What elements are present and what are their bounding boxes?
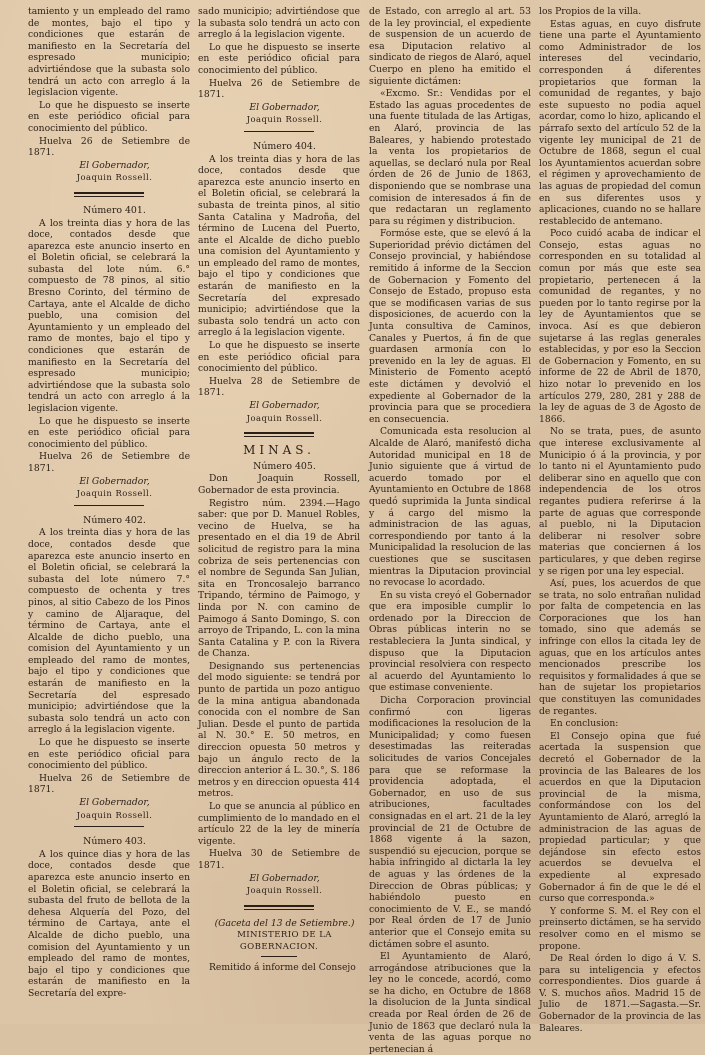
column-4 [539,6,701,1034]
signature-name: Joaquin Rossell. [246,412,323,423]
paragraph: El Consejo opina que fué acertada la suspension que decretó el Gobernador de la provincia de las Baleares de los acuerdos en que la Diputacion provincial de la misma, conformándose con los del Ayuntamiento de Alaró, arregló la administracion de las aguas de propiedad particular; y que dejándose sin efecto estos acuerdos se devuelva el expediente al expresado Gobernador á fin de que le dé el curso que corresponda.» [539,730,701,905]
signature-office: El Gobernador, [249,101,320,113]
separator [244,432,314,437]
separator [261,956,297,957]
paragraph: A los treinta dias y hora de las doce, contados desde que aparezca este anuncio inserto en el Boletin oficial, se celebrará la subasta del lote número 7.° compuesto de ochenta y tres pinos, al sitio Cabezo de los Pinos y camino de Aljaraque, del término de Cartaya, ante el Alcalde de dicho pueblo, una comision del Ayuntamiento y un empleado del ramo de montes, bajo el tipo y condiciones que estarán de manifiesto en la Secretaría del espresado municipio; advirtiéndose que la subasta solo tendrá un acto con arreglo á la legislacion vigente. [28,527,190,736]
paragraph: De Real órden lo digo á V. S. para su inteligencia y efectos correspondientes. Dios guarde á V. S. muchos años. Madrid 15 de Julio de 1871.—Sagasta.—Sr. Gobernador de la provincia de las Baleares. [539,953,701,1034]
paragraph: Lo que he dispuesto se inserte en este periódico oficial para conocimiento del público. [198,41,360,76]
column-3 [369,6,531,1055]
column-1 [28,6,190,1020]
signature-office: El Gobernador, [249,872,320,884]
notice-number: Número 404. [253,140,316,152]
paragraph: Estas aguas, en cuyo disfrute tiene una parte el Ayuntamiento como Administrador de los intereses del vecindario, corresponden á diferentes propietarios que forman la comunidad de regantes, y bajo este supuesto no podia aquel acordar, como lo hizo, aplicando el párrafo sexto del artículo 52 de la vigente ley municipal de 21 de Octubre de 1868, segun el cual los Ayuntamientos acuerdan sobre el régimen y aprovechamiento de las aguas de propiedad del comun en sus diferentes usos y aplicaciones, cuando no se hallare restablecido de antemano. [539,18,701,227]
paragraph: Poco cuidó acaba de indicar el Consejo, estas aguas no corresponden en su totalidad al comun por más que este sea propietario, pertenecen á la comunidad de regantes, y no pueden por lo tanto regirse por la ley de Ayuntamientos que se invoca. Así es que debieron sujetarse á las reglas generales establecidas, y por eso la Seccion de Gobernacion y Fomento, en su informe de 22 de Abril de 1870, hizo notar lo prevenido en los artículos 279, 280, 281 y 288 de la ley de aguas de 3 de Agosto de 1866. [539,228,701,425]
signature-name: Joaquin Rossell. [76,172,153,183]
dateline: Huelva 26 de Setiembre de 1871. [198,77,360,101]
notice-number: Número 401. [83,204,146,216]
dateline: Huelva 26 de Setiembre de 1871. [28,451,190,474]
signature-name: Joaquin Rossell. [76,809,153,820]
paragraph: Don Joaquin Rossell, Gobernador de esta provincia. [198,473,360,496]
separator [244,131,314,132]
dateline: Huelva 26 de Setiembre de 1871. [28,135,190,159]
ministry-heading: MINISTERIO DE LA GOBERNACION. [237,930,332,952]
paragraph: tamiento y un empleado del ramo de montes, bajo el tipo y condiciones que estarán de manifiesto en la Secretaría del espresado municipio; advirtiéndose que la subasta solo tendrá un acto con arreglo á la legislacion vigente. [28,6,190,99]
separator [74,826,144,827]
signature-name: Joaquin Rossell. [246,885,323,896]
signature-name: Joaquin Rossell. [246,114,323,125]
notice-number: Número 405. [253,460,316,472]
paragraph: En su vista creyó el Gobernador que era imposible cumplir lo ordenado por la Direccion de Obras públicas interin no se restableciera la Junta sindical, y dispuso que la Diputacion provincial resolviera con respecto al acuerdo del Ayuntamiento lo que estimase conveniente. [369,589,531,694]
paragraph: Remitido á informe del Consejo [209,961,356,973]
paragraph: Dicha Corporacion provincial confirmó con ligeras modificaciones la resolucion de la Municipalidad; y como fuesen desestimadas las reiteradas solicitudes de varios Concejales para que se reformase la providencia adoptada, el Gobernador, en uso de sus atribuciones, facultades consignadas en el art. 21 de la ley provincial de 21 de Octubre de 1868 vigente á la sazon, suspendió su ejecucion, porque se habia infringido al dictarla la ley de aguas y las órdenes de la Direccion de Obras públicas; y habiéndolo puesto en conocimiento de V. E., se mandó por Real órden de 17 de Junio anterior que el Consejo emita su dictámen sobre el asunto. [369,695,531,950]
paragraph: Lo que he dispuesto se inserte en este periódico oficial para conocimiento del público. [28,99,190,134]
column-2 [198,6,360,1020]
paragraph: Lo que he dispuesto se inserte en este periódico oficial para conocimiento del público. [198,340,360,375]
notice-number: Número 403. [83,836,146,848]
paragraph: El Ayuntamiento de Alaró, arrogándose atribuciones que la ley no le concede, acordó, como se ha dicho, en Octubre de 1868 la disolucion de la Junta sindical creada por Real órden de 26 de Junio de 1863 que declaró nula la venta de las aguas porque no pertenecian á [369,951,531,1055]
dateline: Huelva 26 de Setiembre de 1871. [28,772,190,796]
paragraph: A los treinta dias y hora de las doce, contados desde que aparezca este anuncio inserto en el Boletin oficial, se celebrará la subasta de treinta pinos, al sitio Santa Catalina y Madroña, del término de Lucena del Puerto, ante el Alcalde de dicho pueblo una comision del Ayuntamiento y un empleado del ramo de montes, bajo el tipo y condiciones que estarán de manifiesto en la Secretaría del expresado municipio; advirtiéndose que la subasta solo tendrá un acto con arreglo á la legislacion vigente. [198,153,360,339]
paragraph: Así, pues, los acuerdos de que se trata, no solo entrañan nulidad por falta de competencia en las Corporaciones que los han tomado, sino que además se infringe con ellos la citada ley de aguas, que en los artículos antes mencionados prescribe los requisitos y formalidades á que se han de sujetar los propietarios que constituyen las comunidades de regantes. [539,578,701,717]
paragraph: Comunicada esta resolucion al Alcalde de Alaró, manifestó dicha Autoridad municipal en 18 de Junio siguiente que á virtud de acuerdo tomado por el Ayuntamiento en Octubre de 1868 quedó suprimida la Junta sindical y á cargo del mismo la administracion de las aguas, correspondiendo por tanto á la Municipalidad la resolucion de las cuestiones que se suscitasen mientras la Diputacion provincial no revocase lo acordado. [369,426,531,589]
separator [244,905,314,910]
paragraph: «Excmo. Sr.: Vendidas por el Estado las aguas procedentes de una fuente titulada de las Artigas, en Alaró, provincia de las Baleares, y habiendo protestado la venta los propietarios de aquellas, se declaró nula por Real órden de 26 de Junio de 1863, disponiendo que se nombrase una comision de interesados á fin de que redactaran un reglamento para su régimen y distribucion. [369,88,531,227]
signature-name: Joaquin Rossell. [76,488,153,499]
section-title: MINAS. [243,443,315,458]
dateline: Huelva 28 de Setiembre de 1871. [198,375,360,399]
paragraph: los Propios de la villa. [539,6,642,17]
paragraph: No se trata, pues, de asunto que interese exclusivamente al Municipio ó á la provincia, y por lo tanto ni el Ayuntamiento pudo deliberar sino en aquello que con independencia de los otros regantes pudiera referirse á la parte de aguas que corresponde al pueblo, ni la Diputacion deliberar ni resolver sobre materias que conciernen á los particulares, y que deben regirse y se rigen por una ley especial. [539,426,701,577]
paragraph: de Estado, con arreglo al art. 53 de la ley provincial, el expediente de suspension de un acuerdo de esa Diputacion relativo al sindicato de riegos de Alaró, aquel Cuerpo en pleno ha emitido el siguiente dictámen: [369,6,531,87]
paragraph: sado municipio; advirtiéndose que la subasta solo tendrá un acto con arreglo á la legislacion vigente. [198,6,360,41]
paragraph: Lo que he dispuesto se inserte en este periódico oficial para conocimiento del público. [28,415,190,450]
paragraph: A los treinta dias y hora de las doce, contados desde que aparezca este anuncio inserto en el Boletin oficial, se celebrará la subasta del lote núm. 6.° compuesto de 78 pinos, al sitio Bresno Corinto, del término de Cartaya, ante el Alcalde de dicho pueblo, una comision del Ayuntamiento y un empleado del ramo de montes, bajo el tipo y condiciones que estarán de manifiesto en la Secretaría del espresado municipio; advirtiéndose que la subasta solo tendrá un acto con arreglo á la legislacion vigente. [28,217,190,414]
paragraph: Lo que se anuncia al público en cumplimiento de lo mandado en el artículo 22 de la ley de minería vigente. [198,801,360,847]
paragraph: A los quince dias y hora de las doce, contados desde que aparezca este anuncio inserto en el Boletin oficial, se celebrará la subasta del fruto de bellota de la dehesa Alquería del Pozo, del término de Cartaya, ante el Alcalde de dicho pueblo, una comision del Ayuntamiento y un empleado del ramo de montes, bajo el tipo y condiciones que estarán de manifiesto en la Secretaría del expre- [28,848,190,999]
paragraph: Designando sus pertenencias del modo siguiente: se tendrá por punto de partida un pozo antiguo de la mina antigua abandonada conocida con el nombre de San Julian. Desde el punto de partida al N. 30.° E. 50 metros, en direccion opuesta 50 metros y bajo un ángulo recto de la direccion anterior á L. 30.°, S. 186 metros y en direccion opuesta 414 metros. [198,660,360,800]
paragraph: Formóse este, que se elevó á la Superioridad prévio dictámen del Consejo provincial, y habiéndose remitido á informe de la Seccion de Gobernacion y Fomento del Consejo de Estado, propuso esta que se modificasen varias de sus disposiciones, de acuerdo con la Junta consultiva de Caminos, Canales y Puertos, á fin de que guardasen armonía con lo prevenido en la ley de aguas. El Ministerio de Fomento aceptó este dictámen y devolvió el expediente al Gobernador de la provincia para que se procediera en consecuencia. [369,228,531,425]
paragraph: Lo que he dispuesto se inserte en este periódico oficial para conocimiento del público. [28,737,190,772]
separator [74,505,144,506]
gazette-reference: (Gaceta del 13 de Setiembre.) [214,917,355,929]
dateline: Huelva 30 de Setiembre de 1871. [198,848,360,871]
signature-office: El Gobernador, [249,400,320,411]
notice-number: Número 402. [83,514,146,526]
signature-office: El Gobernador, [79,475,150,487]
paragraph: Y conforme S. M. el Rey con el preinserto dictámen, se ha servido resolver como en el mismo se propone. [539,905,701,952]
separator [74,192,144,197]
paragraph: En conclusion: [550,718,619,730]
paragraph: Registro núm. 2394.—Hago saber: que por D. Manuel Robles, vecino de Huelva, se ha presentado en el dia 19 de Abril solicitud de registro para la mina cobriza de seis pertenencias con el nombre de Segunda San Julian, sita en Troncosalejo barranco Tripando, término de Paimogo, y linda por N. con camino de Paimogo á Santo Domingo, S. con arroyo de Tripando, L. con la mina Santa Catalina y P. con la Rivera de Chanza. [198,497,360,660]
signature-office: El Gobernador, [79,797,150,808]
signature-office: El Gobernador, [79,159,150,171]
